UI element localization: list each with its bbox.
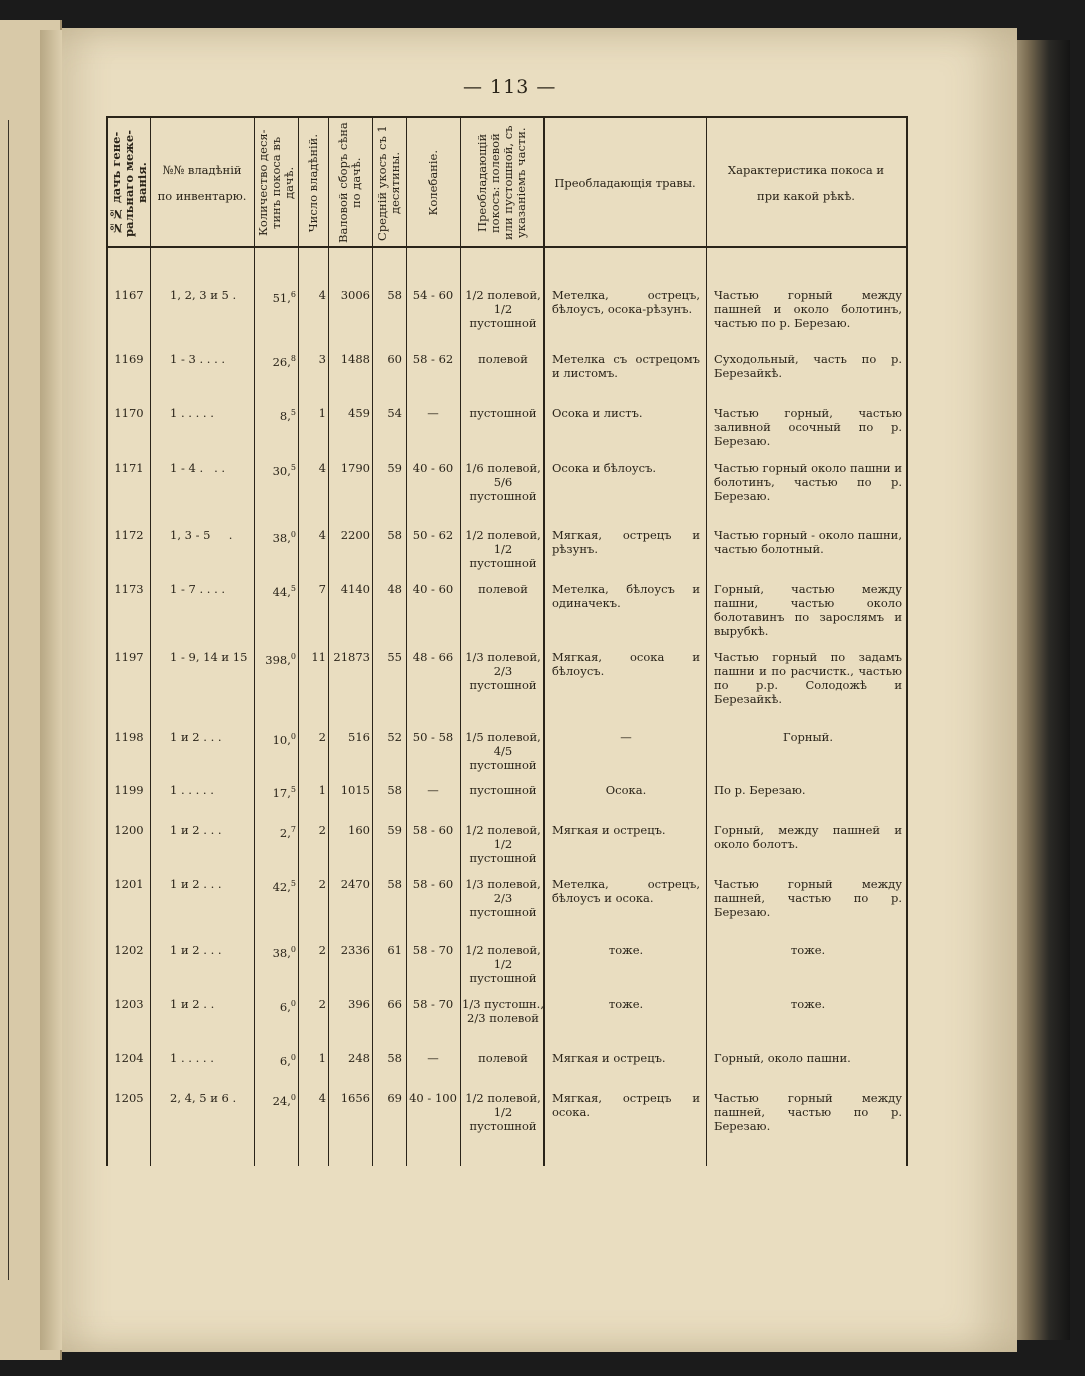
pokos-value <box>462 1091 544 1133</box>
chislo-value: 4 <box>318 1091 326 1105</box>
hay-table <box>106 116 908 1166</box>
pokos-value <box>462 582 544 596</box>
srednii-value: 66 <box>387 997 402 1011</box>
srednii-value: 60 <box>387 352 402 366</box>
kolichestvo-int: 8, <box>279 408 291 423</box>
kolichestvo-int: 17, <box>272 785 291 800</box>
kolichestvo-dec: 5 <box>290 584 296 593</box>
srednii-value: 58 <box>387 288 402 302</box>
pokos-line1: 1/3 полевой, <box>465 877 541 891</box>
header-pokos: Преобладающій покосъ: полевой или пустошной, съ указаніемъ части. <box>475 125 528 241</box>
pokos-value <box>462 823 544 865</box>
kolebanie-value: 40 - 60 <box>412 582 454 596</box>
srednii-value: 55 <box>387 650 402 664</box>
valovoi-value: 459 <box>348 406 370 420</box>
vladenii-value: 2, 4, 5 и 6 . <box>170 1091 237 1105</box>
valovoi-value: 3006 <box>340 288 370 302</box>
chislo-value: 3 <box>318 352 326 366</box>
travy-value: Метелка, острецъ, бѣлоусъ и осока. <box>552 877 700 905</box>
pokos-line1: пустошной <box>469 783 537 797</box>
travy-value: Метелка съ острецомъ и листомъ. <box>552 352 700 380</box>
chislo-value: 4 <box>318 461 326 475</box>
kolichestvo-value <box>254 877 296 894</box>
kolichestvo-value <box>254 997 296 1014</box>
pokos-value <box>462 730 544 772</box>
pokos-value <box>462 461 544 503</box>
harakt-value: Горный. <box>782 730 834 744</box>
travy-value: Метелка, острецъ, бѣлоусъ, осока-рѣзунъ. <box>552 288 700 316</box>
harakt-value: Частью горный - около пашни, частью болотный. <box>714 528 902 556</box>
dacha-number: 1200 <box>114 823 144 837</box>
pokos-value <box>462 783 544 797</box>
travy-value: Осока. <box>605 783 647 797</box>
kolebanie-value: 54 - 60 <box>412 288 454 302</box>
harakt-value: Частью горный по задамъ пашни и по расчистк., частью по р.р. Солодожѣ и Березайкѣ. <box>714 650 902 706</box>
pokos-line1: пустошной <box>469 406 537 420</box>
kolichestvo-value <box>254 288 296 305</box>
pokos-line2: 1/2 пустошной <box>469 837 537 865</box>
kolebanie-value: — <box>427 783 439 797</box>
kolichestvo-int: 6, <box>279 1053 291 1068</box>
pokos-line1: 1/3 пустошн., <box>462 997 544 1011</box>
valovoi-value: 2200 <box>340 528 370 542</box>
header-harakt-line1: Характеристика покоса и <box>727 163 885 177</box>
srednii-value: 59 <box>387 461 402 475</box>
kolebanie-value: 58 - 62 <box>412 352 454 366</box>
pokos-line2: 1/2 пустошной <box>469 542 537 570</box>
header-srednii-cell <box>372 122 406 244</box>
pokos-value <box>462 406 544 420</box>
dacha-number: 1199 <box>114 783 144 797</box>
kolichestvo-value <box>254 823 296 840</box>
header-travy-cell <box>544 122 706 244</box>
vladenii-value: 1, 3 - 5 . <box>170 528 233 542</box>
kolichestvo-value <box>254 1051 296 1068</box>
kolichestvo-value <box>254 650 296 667</box>
col-rule <box>150 118 151 1166</box>
chislo-value: 2 <box>318 877 326 891</box>
header-vladenii-cell <box>150 122 254 244</box>
kolebanie-value: — <box>427 1051 439 1065</box>
pokos-line1: 1/2 полевой, <box>465 288 541 302</box>
travy-value: — <box>620 730 632 744</box>
dacha-number: 1167 <box>114 288 144 302</box>
valovoi-value: 1656 <box>340 1091 370 1105</box>
chislo-value: 2 <box>318 943 326 957</box>
kolebanie-value: 48 - 66 <box>412 650 454 664</box>
pokos-line2: 2/3 пустошной <box>469 664 537 692</box>
vladenii-value: 1 . . . . . <box>170 406 214 420</box>
vladenii-value: 1 и 2 . . . <box>170 943 222 957</box>
kolichestvo-int: 2, <box>279 825 291 840</box>
valovoi-value: 160 <box>348 823 370 837</box>
pokos-value <box>462 1051 544 1065</box>
vladenii-value: 1 - 9, 14 и 15 <box>170 650 248 664</box>
kolebanie-value: 40 - 100 <box>409 1091 457 1105</box>
dacha-number: 1171 <box>114 461 144 475</box>
srednii-value: 58 <box>387 528 402 542</box>
dacha-number: 1202 <box>114 943 144 957</box>
kolichestvo-int: 38, <box>272 530 291 545</box>
valovoi-value: 248 <box>348 1051 370 1065</box>
header-harakt-cell <box>706 122 906 244</box>
kolichestvo-dec: 0 <box>290 732 296 741</box>
valovoi-value: 396 <box>348 997 370 1011</box>
kolichestvo-dec: 5 <box>290 463 296 472</box>
kolebanie-value: 58 - 60 <box>412 823 454 837</box>
pokos-value <box>462 528 544 570</box>
header-valovoi-cell <box>328 122 372 244</box>
dacha-number: 1198 <box>114 730 144 744</box>
valovoi-value: 2470 <box>340 877 370 891</box>
vladenii-value: 1 и 2 . . . <box>170 730 222 744</box>
kolichestvo-value <box>254 783 296 800</box>
kolichestvo-int: 42, <box>272 879 291 894</box>
kolichestvo-dec: 5 <box>290 879 296 888</box>
kolichestvo-dec: 8 <box>290 354 296 363</box>
kolebanie-value: 58 - 70 <box>412 997 454 1011</box>
pokos-value <box>462 352 544 366</box>
pokos-line1: 1/5 полевой, <box>465 730 541 744</box>
travy-value: тоже. <box>608 943 644 957</box>
vladenii-value: 1, 2, 3 и 5 . <box>170 288 237 302</box>
pokos-line1: 1/2 полевой, <box>465 1091 541 1105</box>
kolichestvo-int: 26, <box>272 354 291 369</box>
header-vladenii-line2: по инвентарю. <box>157 189 247 203</box>
kolichestvo-int: 24, <box>272 1093 291 1108</box>
dacha-number: 1205 <box>114 1091 144 1105</box>
kolichestvo-value <box>254 406 296 423</box>
kolichestvo-dec: 0 <box>290 1093 296 1102</box>
vladenii-value: 1 . . . . . <box>170 783 214 797</box>
header-kolebanie: Колебаніе. <box>425 150 440 216</box>
vladenii-value: 1 и 2 . . . <box>170 877 222 891</box>
header-chislo: Число владѣній. <box>305 133 320 233</box>
kolebanie-value: — <box>427 406 439 420</box>
header-chislo-cell <box>298 122 328 244</box>
harakt-value: тоже. <box>790 943 826 957</box>
pokos-line1: 1/6 полевой, <box>465 461 541 475</box>
pokos-line2: 4/5 пустошной <box>469 744 537 772</box>
col-rule <box>460 118 461 1166</box>
dacha-number: 1204 <box>114 1051 144 1065</box>
pokos-value <box>462 650 544 692</box>
pokos-line2: 2/3 пустошной <box>469 891 537 919</box>
kolichestvo-int: 10, <box>272 732 291 747</box>
col-rule <box>706 118 707 1166</box>
kolebanie-value: 50 - 58 <box>412 730 454 744</box>
kolichestvo-value <box>254 1091 296 1108</box>
harakt-value: Горный, между пашней и около болотъ. <box>714 823 902 851</box>
srednii-value: 61 <box>387 943 402 957</box>
dacha-number: 1201 <box>114 877 144 891</box>
vladenii-value: 1 - 3 . . . . <box>170 352 226 366</box>
kolichestvo-value <box>254 352 296 369</box>
harakt-value: По р. Березаю. <box>714 783 806 797</box>
srednii-value: 58 <box>387 877 402 891</box>
kolichestvo-dec: 0 <box>290 530 296 539</box>
valovoi-value: 21873 <box>333 650 370 664</box>
pokos-value <box>462 943 544 985</box>
left-page-rule <box>8 120 9 1280</box>
vladenii-value: 1 и 2 . . <box>170 997 215 1011</box>
valovoi-value: 516 <box>348 730 370 744</box>
header-pokos-cell <box>460 122 544 244</box>
chislo-value: 1 <box>318 783 326 797</box>
header-kolichestvo-cell <box>254 122 298 244</box>
dacha-number: 1170 <box>114 406 144 420</box>
chislo-value: 11 <box>311 650 326 664</box>
header-srednii: Средній укосъ съ 1 десятины. <box>375 125 402 241</box>
page-number: — 113 — <box>463 76 557 98</box>
srednii-value: 54 <box>387 406 402 420</box>
dacha-number: 1173 <box>114 582 144 596</box>
kolichestvo-dec: 5 <box>290 408 296 417</box>
srednii-value: 48 <box>387 582 402 596</box>
dacha-number: 1203 <box>114 997 144 1011</box>
chislo-value: 2 <box>318 730 326 744</box>
travy-value: Мягкая, осока и бѣлоусъ. <box>552 650 700 678</box>
header-vladenii-line1: №№ владѣній <box>162 163 242 177</box>
harakt-value: Суходольный, часть по р. Березайкѣ. <box>714 352 902 380</box>
harakt-value: Частью горный между пашней и около болотинъ, частью по р. Березаю. <box>714 288 902 330</box>
vladenii-value: 1 и 2 . . . <box>170 823 222 837</box>
pokos-line1: полевой <box>478 1051 528 1065</box>
chislo-value: 1 <box>318 406 326 420</box>
header-travy: Преобладающія травы. <box>554 176 696 190</box>
kolichestvo-int: 51, <box>272 290 291 305</box>
dacha-number: 1172 <box>114 528 144 542</box>
kolichestvo-dec: 0 <box>290 945 296 954</box>
vladenii-value: 1 . . . . . <box>170 1051 214 1065</box>
pokos-line2: 1/2 пустошной <box>469 1105 537 1133</box>
travy-value: Мягкая и острецъ. <box>552 1051 666 1065</box>
chislo-value: 2 <box>318 997 326 1011</box>
header-dacha-cell <box>108 122 150 244</box>
travy-value: Метелка, бѣлоусъ и одиначекъ. <box>552 582 700 610</box>
valovoi-value: 2336 <box>340 943 370 957</box>
vladenii-value: 1 - 4 . . . <box>170 461 226 475</box>
kolichestvo-int: 6, <box>279 999 291 1014</box>
kolichestvo-dec: 6 <box>290 290 296 299</box>
srednii-value: 52 <box>387 730 402 744</box>
kolichestvo-int: 398, <box>265 652 291 667</box>
dacha-number: 1169 <box>114 352 144 366</box>
harakt-value: Частью горный между пашней, частью по р. Березаю. <box>714 877 902 919</box>
kolichestvo-value <box>254 730 296 747</box>
kolichestvo-dec: 0 <box>290 652 296 661</box>
srednii-value: 59 <box>387 823 402 837</box>
kolichestvo-int: 38, <box>272 945 291 960</box>
harakt-value: Горный, около пашни. <box>714 1051 851 1065</box>
pokos-line2: 2/3 полевой <box>467 1011 539 1025</box>
harakt-value: Частью горный около пашни и болотинъ, частью по р. Березаю. <box>714 461 902 503</box>
chislo-value: 7 <box>318 582 326 596</box>
kolebanie-value: 58 - 70 <box>412 943 454 957</box>
pokos-value <box>462 997 544 1025</box>
travy-value: Осока и бѣлоусъ. <box>552 461 657 475</box>
header-valovoi: Валовой сборъ сѣна по дачѣ. <box>336 122 363 244</box>
harakt-value: тоже. <box>790 997 826 1011</box>
kolebanie-value: 50 - 62 <box>412 528 454 542</box>
kolichestvo-value <box>254 582 296 599</box>
srednii-value: 69 <box>387 1091 402 1105</box>
pokos-value <box>462 877 544 919</box>
kolebanie-value: 58 - 60 <box>412 877 454 891</box>
harakt-value: Частью горный, частью заливной осочный по р. Березаю. <box>714 406 902 448</box>
pokos-line1: полевой <box>478 352 528 366</box>
pokos-line1: 1/2 полевой, <box>465 528 541 542</box>
srednii-value: 58 <box>387 783 402 797</box>
kolebanie-value: 40 - 60 <box>412 461 454 475</box>
chislo-value: 4 <box>318 288 326 302</box>
harakt-value: Горный, частью между пашни, частью около болотавинъ по зарослямъ и вырубкѣ. <box>714 582 902 638</box>
srednii-value: 58 <box>387 1051 402 1065</box>
chislo-value: 4 <box>318 528 326 542</box>
kolichestvo-dec: 5 <box>290 785 296 794</box>
pokos-value <box>462 288 544 330</box>
chislo-value: 2 <box>318 823 326 837</box>
kolichestvo-dec: 0 <box>290 999 296 1008</box>
kolichestvo-dec: 0 <box>290 1053 296 1062</box>
travy-value: Мягкая, острецъ и рѣзунъ. <box>552 528 700 556</box>
pokos-line1: 1/3 полевой, <box>465 650 541 664</box>
header-kolichestvo: Количество деся-тинъ покоса въ дачѣ. <box>255 129 296 237</box>
pokos-line1: 1/2 полевой, <box>465 943 541 957</box>
kolichestvo-value <box>254 943 296 960</box>
kolichestvo-value <box>254 528 296 545</box>
valovoi-value: 1488 <box>340 352 370 366</box>
kolichestvo-value <box>254 461 296 478</box>
kolichestvo-int: 30, <box>272 463 291 478</box>
col-rule <box>906 118 908 1166</box>
pokos-line2: 5/6 пустошной <box>469 475 537 503</box>
harakt-value: Частью горный между пашней, частью по р. Березаю. <box>714 1091 902 1133</box>
pokos-line2: 1/2 пустошной <box>469 302 537 330</box>
pokos-line1: полевой <box>478 582 528 596</box>
pokos-line1: 1/2 полевой, <box>465 823 541 837</box>
header-harakt-line2: при какой рѣкѣ. <box>757 189 855 203</box>
travy-value: Мягкая, острецъ и осока. <box>552 1091 700 1119</box>
valovoi-value: 4140 <box>340 582 370 596</box>
header-rule <box>106 246 908 248</box>
travy-value: Мягкая и острецъ. <box>552 823 666 837</box>
travy-value: Осока и листъ. <box>552 406 643 420</box>
chislo-value: 1 <box>318 1051 326 1065</box>
kolichestvo-int: 44, <box>272 584 291 599</box>
kolichestvo-dec: 7 <box>290 825 296 834</box>
valovoi-value: 1015 <box>340 783 370 797</box>
vladenii-value: 1 - 7 . . . . <box>170 582 226 596</box>
pokos-line2: 1/2 пустошной <box>469 957 537 985</box>
travy-value: тоже. <box>608 997 644 1011</box>
valovoi-value: 1790 <box>340 461 370 475</box>
header-dacha: №№ дачъ гене-ральнаго меже-ванія. <box>108 129 149 237</box>
dacha-number: 1197 <box>114 650 144 664</box>
header-kolebanie-cell <box>406 122 460 244</box>
